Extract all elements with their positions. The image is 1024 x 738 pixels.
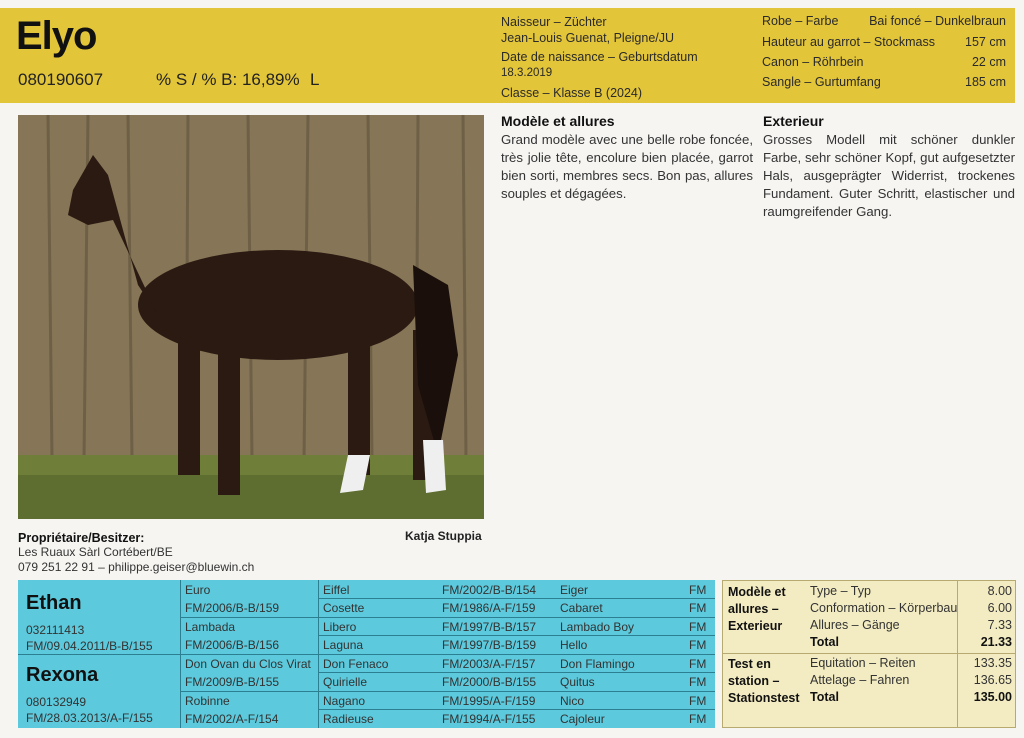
gen3-sire: Eiger [560, 583, 589, 597]
spec-value: 185 cm [965, 75, 1006, 89]
breeder-label: Naisseur – Züchter [501, 15, 607, 29]
gen3-breed: FM [689, 638, 707, 652]
dob-label: Date de naissance – Geburtsdatum [501, 50, 698, 64]
gen3-name: Cosette [323, 601, 365, 615]
owner-label: Propriétaire/Besitzer: [18, 531, 145, 545]
gen2-name: Euro [185, 583, 211, 597]
gen3-info: FM/2003/A-F/157 [442, 657, 536, 671]
gen3-breed: FM [689, 583, 707, 597]
pedigree-table [18, 580, 715, 728]
gen3-sire: Quitus [560, 675, 595, 689]
gen3-info: FM/1997/B-B/159 [442, 638, 537, 652]
sire-id: 032111413 [26, 623, 85, 637]
fr-description-title: Modèle et allures [501, 113, 615, 129]
gen2-name: Don Ovan du Clos Virat [185, 657, 311, 671]
gen3-breed: FM [689, 712, 707, 726]
score-value: 6.00 [987, 601, 1012, 615]
score-total-label: Total [810, 635, 839, 649]
sire-info: FM/09.04.2011/B-B/155 [26, 639, 153, 653]
de-description-text: Grosses Modell mit schöner dunkler Farbe, sehr schöner Kopf, gut aufgesetzter Hals, ausgeprägter Widerrist, trockenes Fundament. Guter Schritt, elastischer und raumgreifender Gang. [763, 132, 1015, 219]
score-total-value: 135.00 [973, 690, 1012, 704]
spec-label: Hauteur au garrot – Stockmass [762, 35, 935, 49]
gen3-sire: Nico [560, 694, 585, 708]
blood-percentage: % S / % B: 16,89% [156, 70, 300, 89]
gen3-info: FM/2002/B-B/154 [442, 583, 537, 597]
gen3-sire: Hello [560, 638, 588, 652]
gen3-breed: FM [689, 620, 707, 634]
gen2-info: FM/2009/B-B/155 [185, 675, 280, 689]
gen2-name: Lambada [185, 620, 236, 634]
gen3-sire: Don Flamingo [560, 657, 635, 671]
gen2-info: FM/2006/B-B/156 [185, 638, 280, 652]
spec-value: 157 cm [965, 35, 1006, 49]
dam-id: 080132949 [26, 695, 87, 709]
score-label: Allures – Gänge [810, 618, 900, 632]
gen3-name: Radieuse [323, 712, 374, 726]
score-label: Conformation – Körperbau [810, 601, 958, 615]
owner-name: Les Ruaux Sàrl Cortébert/BE [18, 545, 173, 559]
gen3-breed: FM [689, 694, 707, 708]
horse-photo [18, 115, 484, 519]
gen3-name: Don Fenaco [323, 657, 389, 671]
fr-description-text: Grand modèle avec une belle robe foncée, très jolie tête, encolure bien placée, garrot bien sorti, membres secs. Bon pas, allures souples et dégagées. [501, 132, 753, 201]
scores-panel [722, 580, 1016, 728]
gen3-info: FM/1986/A-F/159 [442, 601, 536, 615]
owner-contact: 079 251 22 91 – philippe.geiser@bluewin.ch [18, 560, 255, 574]
dob-value: 18.3.2019 [501, 67, 553, 79]
score-total-value: 21.33 [980, 635, 1012, 649]
gen3-info: FM/1997/B-B/157 [442, 620, 537, 634]
gen3-breed: FM [689, 675, 707, 689]
gen3-name: Eiffel [323, 583, 350, 597]
gen3-breed: FM [689, 657, 707, 671]
gen3-sire: Cajoleur [560, 712, 605, 726]
score-label: Type – Typ [810, 584, 871, 598]
score-section2-title: Test en station – Stationstest [728, 657, 800, 705]
registration-number: 080190607 [18, 70, 104, 89]
score-section1-title: Modèle et allures – Exterieur [728, 585, 786, 633]
spec-label: Robe – Farbe [762, 14, 839, 28]
gen3-sire: Lambado Boy [560, 620, 635, 634]
score-value: 8.00 [987, 584, 1012, 598]
gen3-sire: Cabaret [560, 601, 603, 615]
spec-label: Canon – Röhrbein [762, 55, 864, 69]
dam-info: FM/28.03.2013/A-F/155 [26, 711, 153, 725]
gen2-info: FM/2002/A-F/154 [185, 712, 279, 726]
gen3-info: FM/1995/A-F/159 [442, 694, 536, 708]
class-value: Classe – Klasse B (2024) [501, 86, 643, 100]
gen3-name: Nagano [323, 694, 366, 708]
gen3-breed: FM [689, 601, 707, 615]
breeder-value: Jean-Louis Guenat, Pleigne/JU [501, 31, 675, 45]
gen2-info: FM/2006/B-B/159 [185, 601, 280, 615]
score-label: Equitation – Reiten [810, 656, 916, 670]
spec-value: Bai foncé – Dunkelbraun [869, 14, 1006, 28]
horse-name: Elyo [16, 14, 97, 58]
gen3-info: FM/1994/A-F/155 [442, 712, 536, 726]
score-label: Attelage – Fahren [810, 673, 910, 687]
gen3-name: Quirielle [323, 675, 368, 689]
gen2-name: Robinne [185, 694, 230, 708]
de-description-title: Exterieur [763, 113, 824, 129]
gen3-name: Libero [323, 620, 357, 634]
photo-credit: Katja Stuppia [405, 529, 482, 543]
score-value: 7.33 [987, 618, 1012, 632]
score-total-label: Total [810, 690, 839, 704]
gen3-name: Laguna [323, 638, 364, 652]
score-value: 136.65 [973, 673, 1012, 687]
dam-name: Rexona [26, 664, 99, 686]
type-letter: L [310, 70, 320, 89]
spec-value: 22 cm [971, 55, 1006, 69]
spec-label: Sangle – Gurtumfang [762, 75, 881, 89]
score-value: 133.35 [973, 656, 1012, 670]
sire-name: Ethan [26, 592, 82, 614]
gen3-info: FM/2000/B-B/155 [442, 675, 537, 689]
